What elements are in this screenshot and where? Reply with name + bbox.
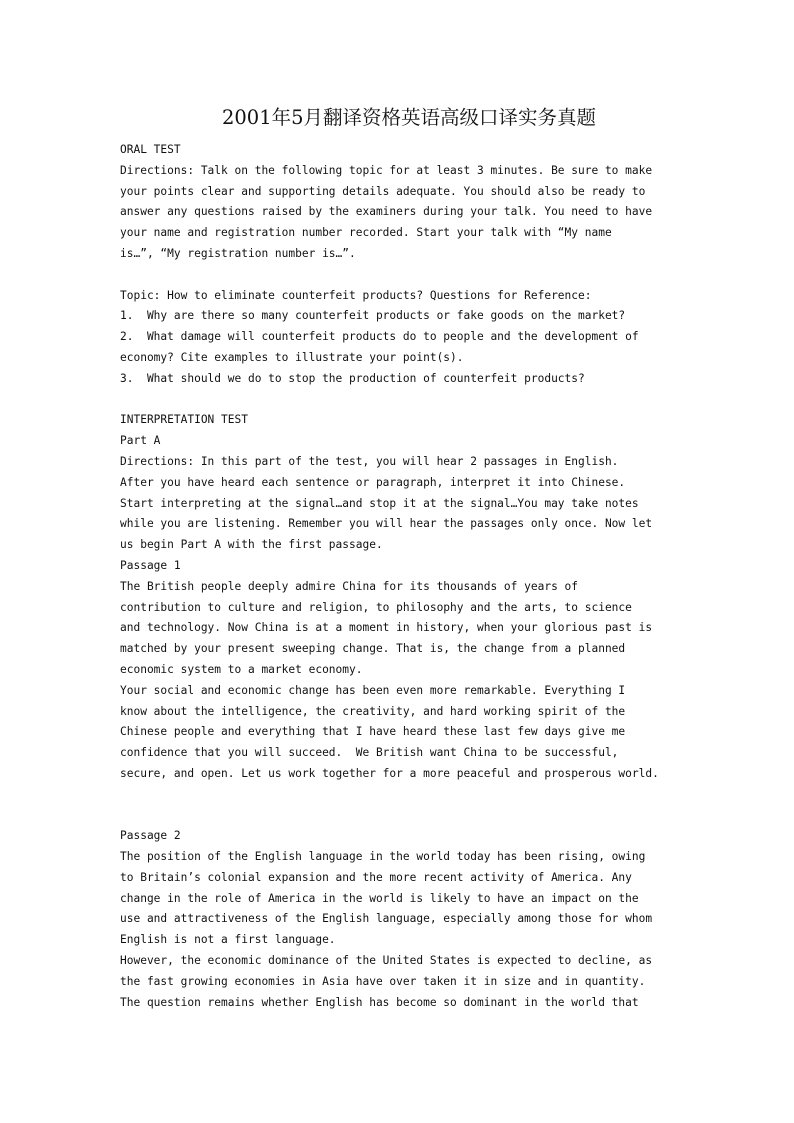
passage-1-line: secure, and open. Let us work together for a more peaceful and prosperous world. (120, 766, 659, 780)
passage-1-line: and technology. Now China is at a moment in history, when your glorious past is (120, 621, 653, 635)
passage-2-line: However, the economic dominance of the United States is expected to decline, as (120, 954, 653, 968)
oral-directions-line: your name and registration number recorded. Start your talk with “My name (120, 226, 612, 240)
passage-1-line: economic system to a market economy. (120, 662, 363, 676)
oral-directions-line: answer any questions raised by the examiners during your talk. You need to have (120, 205, 653, 219)
part-label: Part A (120, 434, 161, 448)
passage-2-line: the fast growing economies in Asia have over taken it in size and in quantity. (120, 974, 646, 988)
passage-1-line: know about the intelligence, the creativity, and hard working spirit of the (120, 704, 626, 718)
document-page (120, 104, 690, 1013)
passage-1-line: Your social and economic change has been even more remarkable. Everything I (120, 683, 626, 697)
interpretation-directions-line: Directions: In this part of the test, you will hear 2 passages in English. (120, 454, 619, 468)
interpretation-test-heading: INTERPRETATION TEST (120, 413, 248, 427)
oral-directions-line: Directions: Talk on the following topic for at least 3 minutes. Be sure to make (120, 163, 653, 177)
blank-lines (120, 785, 690, 827)
blank-line (120, 390, 690, 411)
passage-2-line: The position of the English language in the world today has been rising, owing (120, 850, 646, 864)
reference-question: 3. What should we do to stop the production of counterfeit products? (120, 371, 585, 385)
reference-question: 1. Why are there so many counterfeit products or fake goods on the market? (120, 309, 626, 323)
interpretation-directions-line: Start interpreting at the signal…and stop it at the signal…You may take notes (120, 496, 639, 510)
reference-question: 2. What damage will counterfeit products do to people and the development of (120, 330, 639, 344)
oral-test-heading: ORAL TEST (120, 143, 181, 156)
passage-1-label: Passage 1 (120, 558, 181, 572)
passage-1-line: contribution to culture and religion, to philosophy and the arts, to science (120, 600, 632, 614)
passage-2-line: use and attractiveness of the English language, especially among those for whom (120, 912, 653, 926)
oral-topic: Topic: How to eliminate counterfeit products? Questions for Reference: (120, 288, 592, 302)
oral-directions-line: is…”, “My registration number is…”. (120, 246, 356, 260)
interpretation-directions-line: After you have heard each sentence or paragraph, interpret it into Chinese. (120, 475, 626, 489)
passage-1-line: Chinese people and everything that I have heard these last few days give me (120, 725, 626, 739)
interpretation-directions-line: us begin Part A with the first passage. (120, 538, 383, 552)
reference-question: economy? Cite examples to illustrate your point(s). (120, 350, 464, 364)
passage-2-line: English is not a first language. (120, 933, 336, 947)
interpretation-directions-line: while you are listening. Remember you will hear the passages only once. Now let (120, 517, 653, 531)
passage-2-line: change in the role of America in the world is likely to have an impact on the (120, 891, 639, 905)
passage-1-line: matched by your present sweeping change. That is, the change from a planned (120, 642, 626, 656)
passage-2-line: to Britain’s colonial expansion and the more recent activity of America. Any (120, 870, 632, 884)
passage-2-line: The question remains whether English has become so dominant in the world that (120, 995, 639, 1009)
passage-1-line: confidence that you will succeed. We British want China to be successful, (120, 746, 619, 760)
passage-2-label: Passage 2 (120, 829, 181, 843)
passage-1-line: The British people deeply admire China for its thousands of years of (120, 579, 579, 593)
oral-directions-line: your points clear and supporting details adequate. You should also be ready to (120, 184, 646, 198)
blank-line (120, 265, 690, 286)
document-title: 2001年5月翻译资格英语高级口译实务真题 (221, 106, 597, 129)
